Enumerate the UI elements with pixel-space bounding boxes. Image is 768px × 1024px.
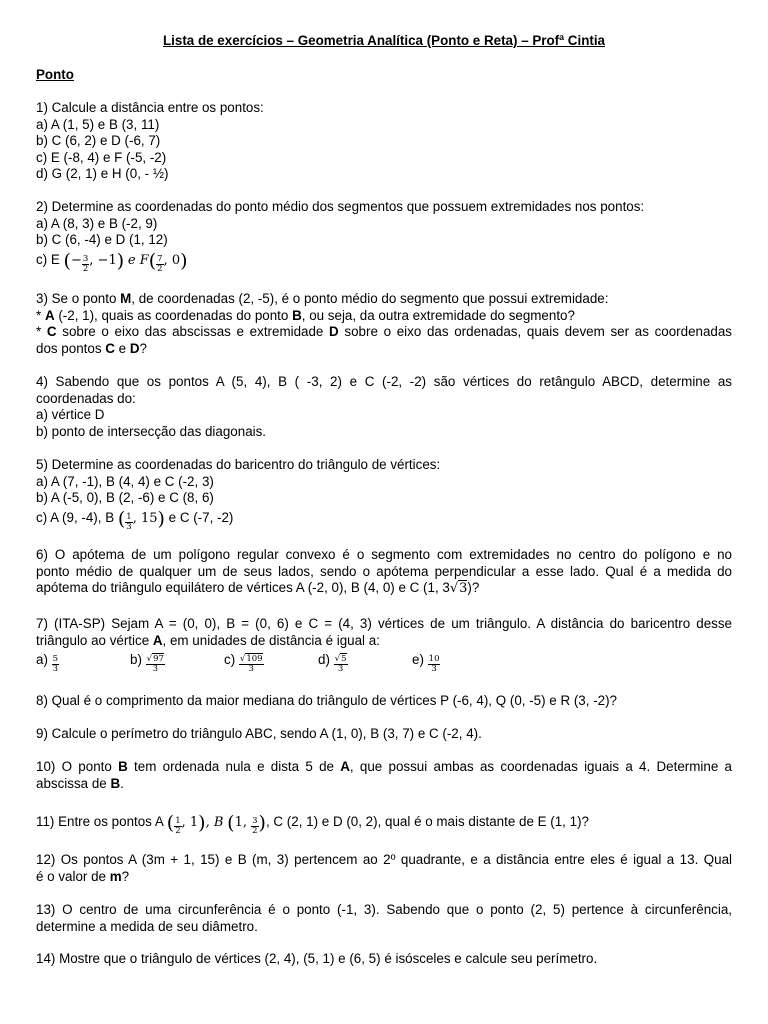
text-run: triângulo ao vértice <box>36 632 153 648</box>
question-7-option <box>224 649 318 674</box>
fraction-numerator: 7 <box>157 253 163 264</box>
question-11-text <box>36 811 732 836</box>
fraction-numerator: 1 <box>126 511 132 522</box>
text-run: abscissa de <box>36 775 111 791</box>
paren-open: ( <box>63 249 71 272</box>
question-5-item-b: b) A (-5, 0), B (2, -6) e C (8, 6) <box>36 490 214 506</box>
text-run: e C (-7, -2) <box>164 509 234 525</box>
option-label: c) <box>224 652 236 668</box>
question-7-option <box>318 649 412 674</box>
option-fraction <box>334 655 348 674</box>
question-12-line-2 <box>36 869 732 886</box>
coordinate-rest: , 15 <box>132 510 158 526</box>
paren-open: ( <box>166 812 175 834</box>
question-6-line-2: ponto médio de qualquer um de seus lados, sendo o apótema perpendicular a esse lado. Qual é a medida do <box>36 563 732 579</box>
question-11 <box>36 811 732 836</box>
sqrt-radicand: 5 <box>341 654 347 665</box>
question-8 <box>36 693 732 710</box>
question-5 <box>36 457 732 532</box>
fraction-denominator: 2 <box>252 826 258 836</box>
text-run: )? <box>467 580 480 596</box>
fraction-denominator: 2 <box>175 826 181 836</box>
question-12 <box>36 852 732 885</box>
fraction-numerator: √97 <box>146 654 164 665</box>
coordinate-rest: , 0 <box>163 252 181 268</box>
text-run: ? <box>139 340 147 356</box>
question-1-item-b: b) C (6, 2) e D (-6, 7) <box>36 133 161 149</box>
bold-term: B <box>118 759 128 774</box>
question-7-option <box>412 649 440 674</box>
bold-term: B <box>292 307 302 323</box>
question-3-line-1 <box>36 291 732 308</box>
question-4-item-a: a) vértice D <box>36 407 105 423</box>
question-14 <box>36 951 732 968</box>
option-label: d) <box>318 652 330 668</box>
paren-close: ) <box>180 249 188 272</box>
text-run: (-2, 1), quais as coordenadas do ponto <box>54 307 293 323</box>
text-run: dos pontos <box>36 340 106 356</box>
question-6-line-3 <box>36 580 732 597</box>
fraction-denominator: 3 <box>126 521 132 532</box>
question-10 <box>36 759 732 792</box>
option-fraction <box>239 655 264 674</box>
fraction-denominator: 3 <box>248 664 254 675</box>
sqrt-expression: √3 <box>449 581 468 597</box>
question-14-text: 14) Mostre que o triângulo de vértices (2, 4), (5, 1) e (6, 5) é isósceles e calcule seu perímetro. <box>36 951 598 966</box>
bold-term: A <box>44 307 55 323</box>
question-7 <box>36 616 732 675</box>
question-13-line-2: determine a medida de seu diâmetro. <box>36 918 258 934</box>
fraction-numerator: 1 <box>175 816 181 826</box>
text-run: ? <box>121 868 130 884</box>
fraction-numerator: 3 <box>82 253 89 264</box>
option-label: b) <box>130 652 142 668</box>
section-heading: Ponto <box>36 67 74 82</box>
coordinate-rest: , 1 <box>181 815 199 830</box>
question-1-item-d: d) G (2, 1) e H (0, - ½) <box>36 166 169 182</box>
connector-text: e F <box>127 252 149 268</box>
paren-close: ) <box>258 812 266 834</box>
question-1-prompt: 1) Calcule a distância entre os pontos: <box>36 100 264 115</box>
text-run: . <box>120 775 124 791</box>
question-4-item-b: b) ponto de intersecção das diagonais. <box>36 423 267 439</box>
paren-close: ) <box>198 812 206 834</box>
text-run: apótema do triângulo equilátero de vértices A (-2, 0), B (4, 0) e C (1, 3 <box>36 580 450 596</box>
fraction-denominator: 2 <box>157 263 163 274</box>
text-run: sobre o eixo das ordenadas, quais devem ser as coordenadas <box>338 324 732 340</box>
question-5-item-c <box>36 507 732 532</box>
question-1 <box>36 100 732 183</box>
question-3-line-4 <box>36 341 732 358</box>
text-run: * <box>36 307 45 323</box>
question-6 <box>36 547 732 597</box>
question-2 <box>36 199 732 274</box>
text-run: é o valor de <box>36 868 110 884</box>
text-run: e <box>114 340 130 356</box>
bold-term: A <box>152 632 163 648</box>
text-run: , que possui ambas as coordenadas iguais a 4. Determine a <box>349 759 732 774</box>
question-13-line-1: 13) O centro de uma circunferência é o ponto (-1, 3). Sabendo que o ponto (2, 5) pertence à circunferência, <box>36 902 732 917</box>
question-2-item-a: a) A (8, 3) e B (-2, 9) <box>36 215 158 231</box>
question-5-item-c-label: c) A (9, -4), B <box>36 509 118 525</box>
fraction-denominator: 3 <box>431 664 437 675</box>
fraction-denominator: 2 <box>82 263 89 274</box>
question-4-line-2: coordenadas do: <box>36 390 136 406</box>
question-7-line-1: 7) (ITA-SP) Sejam A = (0, 0), B = (0, 6) e C = (4, 3) vértices de um triângulo. A distância do baricentro desse <box>36 616 732 631</box>
paren-open: ( <box>227 812 235 834</box>
question-13 <box>36 902 732 935</box>
question-3-line-3 <box>36 324 732 341</box>
question-10-line-2 <box>36 776 732 793</box>
question-4 <box>36 374 732 440</box>
fraction-numerator: √109 <box>239 654 263 665</box>
option-label: a) <box>36 652 48 668</box>
text-run: * <box>36 324 47 340</box>
question-5-prompt: 5) Determine as coordenadas do baricentro do triângulo de vértices: <box>36 457 441 472</box>
question-9-text: 9) Calcule o perímetro do triângulo ABC, sendo A (1, 0), B (3, 7) e C (-2, 4). <box>36 726 482 741</box>
minus-sign: − <box>70 252 82 268</box>
fraction-numerator: 3 <box>252 816 258 826</box>
question-7-options <box>36 649 732 675</box>
fraction-numerator: 10 <box>428 654 440 665</box>
question-3 <box>36 291 732 357</box>
question-1-item-a: a) A (1, 5) e B (3, 11) <box>36 116 160 132</box>
sqrt-radicand: 3 <box>459 581 468 597</box>
bold-term: C <box>105 340 115 356</box>
question-2-item-c <box>36 249 732 274</box>
question-2-item-c-label: c) E <box>36 251 60 267</box>
question-1-item-c: c) E (-8, 4) e F (-5, -2) <box>36 149 167 165</box>
sqrt-radicand: 109 <box>246 654 263 665</box>
coordinate-rest: 1, <box>234 815 252 830</box>
fraction-b <box>251 817 258 836</box>
bold-term: D <box>129 340 140 356</box>
bold-term: m <box>109 868 122 884</box>
bold-term: C <box>46 324 57 340</box>
text-run: 3) Se o ponto <box>36 291 121 306</box>
fraction-a <box>174 817 181 836</box>
question-7-option <box>130 649 224 674</box>
page-title: Lista de exercícios – Geometria Analítica (Ponto e Reta) – Profª Cintia <box>162 33 605 48</box>
fraction-f <box>156 255 163 274</box>
question-9 <box>36 726 732 743</box>
fraction-numerator: √5 <box>334 654 347 665</box>
question-10-line-1 <box>36 759 732 776</box>
bold-term: M <box>120 291 132 306</box>
text-run: , em unidades de distância é igual a: <box>162 632 380 648</box>
question-3-line-2 <box>36 308 732 325</box>
fraction-denominator: 3 <box>152 664 158 675</box>
question-8-text: 8) Qual é o comprimento da maior mediana do triângulo de vértices P (-6, 4), Q (0, -5) e R (3, -2)? <box>36 693 618 708</box>
sqrt-radicand: 97 <box>153 654 164 665</box>
question-7-option <box>36 649 130 674</box>
question-5-item-a: a) A (7, -1), B (4, 4) e C (-2, 3) <box>36 473 214 489</box>
option-fraction <box>52 655 59 674</box>
paren-open: ( <box>117 507 126 530</box>
question-12-line-1: 12) Os pontos A (3m + 1, 15) e B (m, 3) pertencem ao 2º quadrante, e a distância entre eles é igual a 13. Qual <box>36 852 732 867</box>
fraction-denominator: 3 <box>337 664 344 675</box>
question-4-line-1: 4) Sabendo que os pontos A (5, 4), B ( -3, 2) e C (-2, -2) são vértices do retângulo ABCD, determine as <box>36 374 732 389</box>
paren-close: ) <box>157 507 165 530</box>
text-run: , ou seja, da outra extremidade do segmento? <box>301 307 575 323</box>
fraction-b <box>125 513 132 532</box>
paren-close: ) <box>116 249 125 272</box>
option-label: e) <box>412 652 424 668</box>
fraction-denominator: 3 <box>52 664 59 675</box>
paren-open: ( <box>148 249 157 272</box>
text-run: 10) O ponto <box>36 759 119 774</box>
text-run: 11) Entre os pontos A <box>36 814 164 829</box>
bold-term: B <box>110 775 121 791</box>
fraction-numerator: 5 <box>52 654 59 665</box>
question-2-item-b: b) C (6, -4) e D (1, 12) <box>36 232 168 248</box>
text-run: tem ordenada nula e dista 5 de <box>127 759 341 774</box>
text-run: sobre o eixo das abscissas e extremidade <box>56 324 330 340</box>
question-7-line-2 <box>36 633 732 650</box>
point-label: , B <box>205 815 224 830</box>
coordinate-rest: , −1 <box>89 252 117 268</box>
question-2-prompt: 2) Determine as coordenadas do ponto médio dos segmentos que possuem extremidades nos pontos: <box>36 199 645 214</box>
option-fraction <box>146 655 165 674</box>
text-run: , de coordenadas (2, -5), é o ponto médio do segmento que possui extremidade: <box>131 291 609 306</box>
bold-term: D <box>329 324 339 340</box>
option-fraction <box>428 655 441 674</box>
text-run: , C (2, 1) e D (0, 2), qual é o mais distante de E (1, 1)? <box>265 814 589 829</box>
bold-term: A <box>340 759 350 774</box>
question-6-line-1: 6) O apótema de um polígono regular convexo é o segmento com extremidades no centro do polígono e no <box>36 547 732 562</box>
